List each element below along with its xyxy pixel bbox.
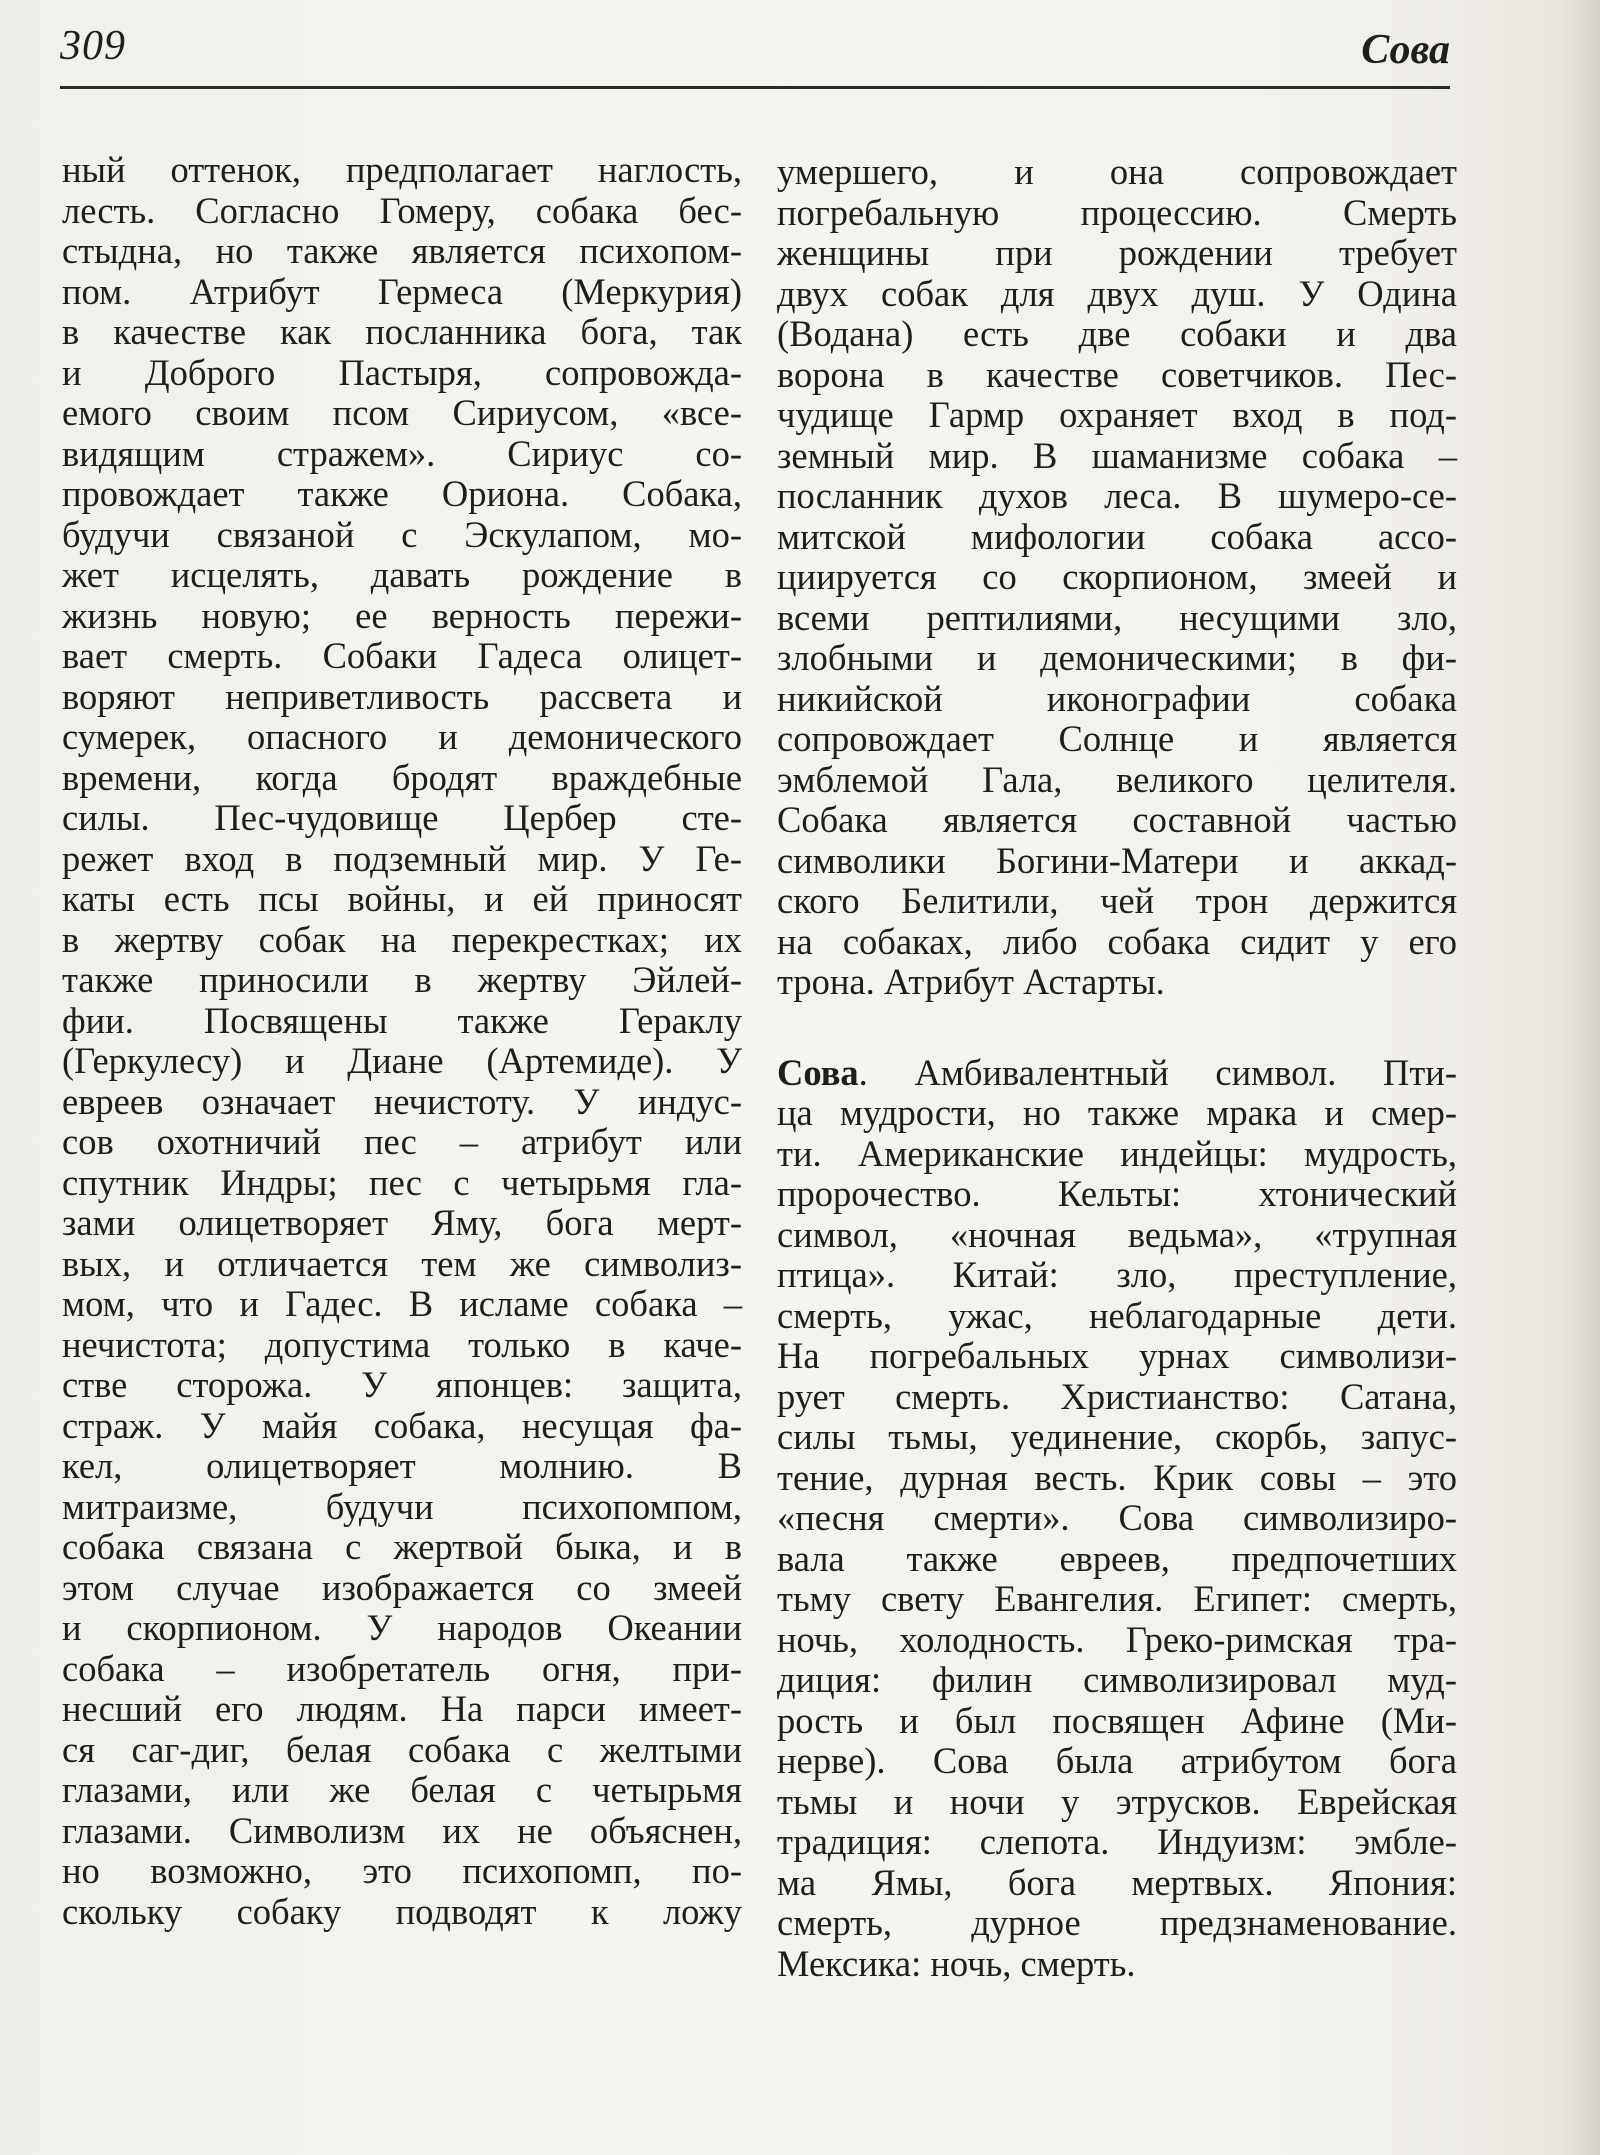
text-line: ского Белитили, чей трон держится: [777, 880, 1457, 921]
text-line: ный оттенок, предполагает наглость,: [62, 149, 742, 190]
text-line: скольку собаку подводят к ложу: [62, 1890, 742, 1932]
text-line: двух собак для двух душ. У Одина: [777, 272, 1457, 314]
text-line: на собаках, либо собака сидит у его: [777, 920, 1457, 962]
text-line: погребальную процессию. Смерть: [777, 191, 1457, 233]
text-line: видящим стражем». Сириус со-: [62, 432, 742, 474]
text-line: воряют неприветливость рассвета и: [62, 675, 742, 717]
text-line: емого своим псом Сириусом, «все-: [62, 392, 742, 433]
text-line: собака связана с жертвой быка, и в: [62, 1526, 742, 1567]
text-line: ца мудрости, но также мрака и смер-: [777, 1092, 1457, 1133]
text-line: силы. Пес-чудовище Цербер сте-: [62, 797, 742, 838]
text-line: жизнь новую; ее верность пережи-: [62, 594, 742, 636]
text-line: всеми рептилиями, несущими зло,: [777, 596, 1457, 638]
text-line: но возможно, это психопомп, по-: [62, 1850, 742, 1891]
text-line: нечистота; допустима только в каче-: [62, 1323, 742, 1365]
text-line: символ, «ночная ведьма», «трупная: [777, 1213, 1457, 1255]
text-line: и Доброго Пастыря, сопровожда-: [62, 351, 742, 393]
text-line: тение, дурная весть. Крик совы – это: [777, 1456, 1457, 1498]
text-line: умершего, и она сопровождает: [777, 151, 1457, 192]
text-line: рует смерть. Христианство: Сатана,: [777, 1375, 1457, 1417]
entry-first-line-text: . Амбивалентный символ. Пти-: [858, 1051, 1457, 1093]
page-number: 309: [60, 23, 126, 69]
text-line: стве сторожа. У японцев: защита,: [62, 1364, 742, 1405]
text-line: смерть, ужас, неблагодарные дети.: [777, 1294, 1457, 1336]
text-line: На погребальных урнах символизи-: [777, 1335, 1457, 1376]
text-line: провождает также Ориона. Собака,: [62, 473, 742, 514]
text-line: глазами, или же белая с четырьмя: [62, 1769, 742, 1810]
text-line: ся саг-диг, белая собака с желтыми: [62, 1728, 742, 1770]
text-line: посланник духов леса. В шумеро-се-: [777, 475, 1457, 516]
text-line: сов охотничий пес – атрибут или: [62, 1121, 742, 1162]
text-line: птица». Китай: зло, преступление,: [777, 1254, 1457, 1295]
text-line: циируется со скорпионом, змеей и: [777, 556, 1457, 597]
text-line: стыдна, но также является психопом-: [62, 230, 742, 271]
text-line: Собака является составной частью: [777, 799, 1457, 840]
text-line: спутник Индры; пес с четырьмя гла-: [62, 1161, 742, 1203]
header-rule: [60, 86, 1450, 89]
text-line: «песня смерти». Сова символизиро-: [777, 1497, 1457, 1538]
text-line: жет исцелять, давать рождение в: [62, 554, 742, 595]
headword-owl: Сова: [777, 1051, 859, 1093]
text-line: зами олицетворяет Яму, бога мерт-: [62, 1202, 742, 1243]
text-line: евреев означает нечистоту. У индус-: [62, 1080, 742, 1122]
text-line: фии. Посвящены также Гераклу: [62, 999, 742, 1041]
text-line: в качестве как посланника бога, так: [62, 311, 742, 352]
text-line: сопровождает Солнце и является: [777, 718, 1457, 759]
text-line: также приносили в жертву Эйлей-: [62, 959, 742, 1000]
text-line: (Геркулесу) и Диане (Артемиде). У: [62, 1040, 742, 1081]
text-line: пророчество. Кельты: хтонический: [777, 1173, 1457, 1214]
text-line: нерве). Сова была атрибутом бога: [777, 1740, 1457, 1781]
text-line: рость и был посвящен Афине (Ми-: [777, 1699, 1457, 1741]
text-line: мом, что и Гадес. В исламе собака –: [62, 1283, 742, 1324]
text-line: ночь, холодность. Греко-римская тра-: [777, 1618, 1457, 1660]
text-line: смерть, дурное предзнаменование.: [777, 1902, 1457, 1943]
text-line: ти. Американские индейцы: мудрость,: [777, 1132, 1457, 1174]
text-line: каты есть псы войны, и ей приносят: [62, 878, 742, 919]
text-line: силы тьмы, уединение, скорбь, запус-: [777, 1416, 1457, 1457]
text-line: злобными и демоническими; в фи-: [777, 637, 1457, 678]
running-head: Сова: [1361, 27, 1450, 73]
entry-first-line: [777, 1053, 1457, 1094]
text-line: традиция: слепота. Индуизм: эмбле-: [777, 1821, 1457, 1862]
text-line: времени, когда бродят враждебные: [62, 756, 742, 798]
text-line: (Водана) есть две собаки и два: [777, 313, 1457, 354]
text-line: пом. Атрибут Гермеса (Меркурия): [62, 270, 742, 312]
text-line: страж. У майя собака, несущая фа-: [62, 1404, 742, 1446]
text-line: вала также евреев, предпочетших: [777, 1537, 1457, 1579]
text-line: трона. Атрибут Астарты.: [777, 961, 1165, 1002]
right-column: [777, 152, 1457, 1984]
text-line: сумерек, опасного и демонического: [62, 716, 742, 757]
text-line: тьму свету Евангелия. Египет: смерть,: [777, 1578, 1457, 1619]
text-line: кел, олицетворяет молнию. В: [62, 1445, 742, 1486]
text-line: митраизме, будучи психопомпом,: [62, 1485, 742, 1527]
entry-separator: [777, 1003, 1457, 1053]
text-line: ма Ямы, бога мертвых. Япония:: [777, 1861, 1457, 1903]
text-line: чудище Гармр охраняет вход в под-: [777, 394, 1457, 435]
text-line: Мексика: ночь, смерть.: [777, 1942, 1136, 1984]
text-line: диция: филин символизировал муд-: [777, 1659, 1457, 1700]
text-line: собака – изобретатель огня, при-: [62, 1647, 742, 1689]
page-edge-shadow: [1560, 0, 1600, 2155]
text-line: в жертву собак на перекрестках; их: [62, 918, 742, 960]
text-line: вых, и отличается тем же символиз-: [62, 1242, 742, 1284]
text-line: никийской иконографии собака: [777, 677, 1457, 719]
text-line: режет вход в подземный мир. У Ге-: [62, 837, 742, 879]
text-line: земный мир. В шаманизме собака –: [777, 434, 1457, 476]
text-line: тьмы и ночи у этрусков. Еврейская: [777, 1780, 1457, 1822]
text-line: эмблемой Гала, великого целителя.: [777, 758, 1457, 800]
text-line: женщины при рождении требует: [777, 232, 1457, 273]
left-column: [62, 150, 742, 1932]
text-line: символики Богини-Матери и аккад-: [777, 839, 1457, 881]
text-line: митской мифологии собака ассо-: [777, 515, 1457, 557]
text-line: этом случае изображается со змеей: [62, 1566, 742, 1608]
text-line: несший его людям. На парси имеет-: [62, 1688, 742, 1729]
text-line: глазами. Символизм их не объяснен,: [62, 1809, 742, 1851]
text-line: и скорпионом. У народов Океании: [62, 1607, 742, 1648]
text-line: будучи связаной с Эскулапом, мо-: [62, 513, 742, 555]
text-line: лесть. Согласно Гомеру, собака бес-: [62, 189, 742, 231]
text-line: вает смерть. Собаки Гадеса олицет-: [62, 635, 742, 676]
text-line: ворона в качестве советчиков. Пес-: [777, 353, 1457, 395]
